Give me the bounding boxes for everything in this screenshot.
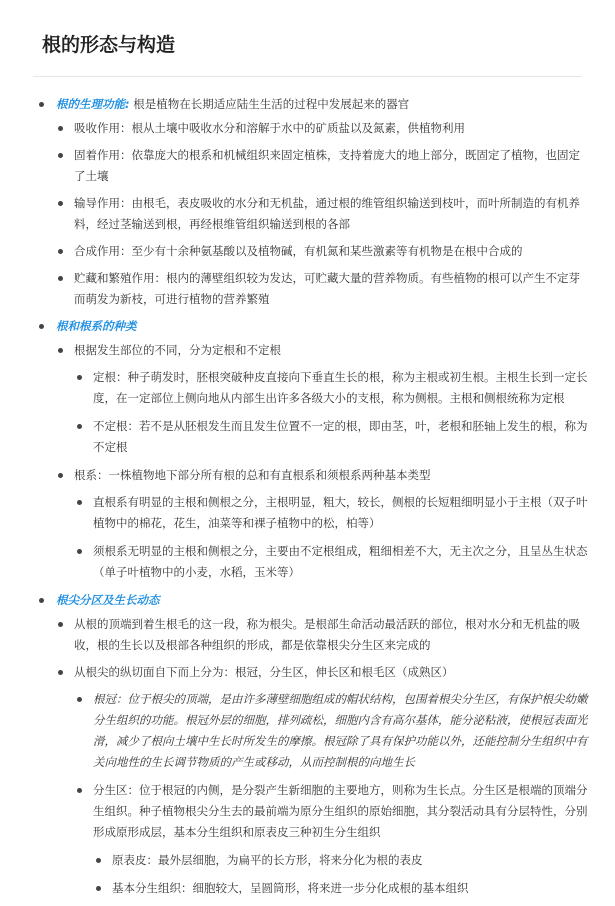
- list-item: 根据发生部位的不同，分为定根和不定根 定根：种子萌发时，胚根突破种皮直接向下垂直生长的根，称为主根或初生根。主根生长到一定长度，在一定部位上侧向地从内部生出许多各级大小的支根，称为侧根。主根和侧根统称为定根 不定根：若不是从胚根发生而且发生位置不一定的根，即由茎，叶，老根和胚轴上发生的根，称为不定根: [56, 340, 590, 458]
- function-list: [56, 118, 590, 310]
- list-item: 定根：种子萌发时，胚根突破种皮直接向下垂直生长的根，称为主根或初生根。主根生长到一定长度，在一定部位上侧向地从内部生出许多各级大小的支根，称为侧根。主根和侧根统称为定根: [74, 367, 590, 409]
- root-tip-list: [56, 614, 590, 899]
- zone-list: [74, 689, 590, 899]
- list-item: 根系：一株植物地下部分所有根的总和有直根系和须根系两种基本类型 直根系有明显的主根和侧根之分，主根明显，粗大，较长，侧根的长短粗细明显小于主根（双子叶植物中的棉花，花生，油菜等和裸子植物中的松，柏等） 须根系无明显的主根和侧根之分，主要由不定根组成，粗细相差不大，无主次之分，且呈丛生状态（单子叶植物中的小麦，水稻，玉米等）: [56, 465, 590, 583]
- root-system-list: [74, 492, 590, 583]
- list-item: 基本分生组织：细胞较大，呈圆筒形，将来进一步分化成根的基本组织: [93, 878, 590, 899]
- list-item: 直根系有明显的主根和侧根之分，主根明显，粗大，较长，侧根的长短粗细明显小于主根（双子叶植物中的棉花，花生，油菜等和裸子植物中的松，柏等）: [74, 492, 590, 534]
- list-item: 从根尖的纵切面自下而上分为：根冠，分生区，伸长区和根毛区（成熟区） 根冠：位于根尖的顶端，是由许多薄壁细胞组成的帽状结构，包围着根尖分生区，有保护根尖幼嫩分生组织的功能。根冠外层的细胞，排列疏松，细胞内含有高尔基体，能分泌粘液，使根冠表面光滑，减少了根向土壤中生长时所发生的摩擦。根冠除了具有保护功能以外，还能控制分生组织中有关向地性的生长调节物质的产生或移动，从而控制根的向地生长 分生区：位于根冠的内侧，是分裂产生新细胞的主要地方，则称为生长点。分生区是根端的顶端分生组织。种子植物根尖分生去的最前端为原分生组织的原始细胞，其分裂活动具有分层特性，分别形成原形成层，基本分生组织和原表皮三种初生分生组织 原表皮：最外层细胞，为扁平的长方形，将来分化为根的表皮 基本分生组织：细胞较大，呈圆筒形，将来进一步分化成根的基本组织: [56, 662, 590, 899]
- outline-level-1: [30, 94, 590, 899]
- page-title: 根的形态与构造: [42, 34, 176, 56]
- section-physiological-functions: [30, 94, 590, 310]
- list-item: 吸收作用：根从土壤中吸收水分和溶解于水中的矿质盐以及氮素，供植物利用: [56, 118, 590, 139]
- section-root-types: [30, 316, 590, 583]
- list-item: 原表皮：最外层细胞，为扁平的长方形，将来分化为根的表皮: [93, 850, 590, 871]
- section-heading: 根和根系的种类: [56, 319, 137, 333]
- list-item: 从根的顶端到着生根毛的这一段，称为根尖。是根部生命活动最活跃的部位，根对水分和无机盐的吸收，根的生长以及根部各种组织的形成，都是依靠根尖分生区来完成的: [56, 614, 590, 656]
- section-text: 根是植物在长期适应陆生生活的过程中发展起来的器官: [133, 97, 410, 111]
- outline: [30, 94, 590, 906]
- meristem-list: [93, 850, 590, 899]
- list-item: 根冠：位于根尖的顶端，是由许多薄壁细胞组成的帽状结构，包围着根尖分生区，有保护根尖幼嫩分生组织的功能。根冠外层的细胞，排列疏松，细胞内含有高尔基体，能分泌粘液，使根冠表面光滑，减少了根向土壤中生长时所发生的摩擦。根冠除了具有保护功能以外，还能控制分生组织中有关向地性的生长调节物质的产生或移动，从而控制根的向地生长: [74, 689, 590, 773]
- list-item: 分生区：位于根冠的内侧，是分裂产生新细胞的主要地方，则称为生长点。分生区是根端的顶端分生组织。种子植物根尖分生去的最前端为原分生组织的原始细胞，其分裂活动具有分层特性，分别形成原形成层，基本分生组织和原表皮三种初生分生组织 原表皮：最外层细胞，为扁平的长方形，将来分化为根的表皮 基本分生组织：细胞较大，呈圆筒形，将来进一步分化成根的基本组织: [74, 780, 590, 899]
- list-item: 不定根：若不是从胚根发生而且发生位置不一定的根，即由茎，叶，老根和胚轴上发生的根，称为不定根: [74, 416, 590, 458]
- root-type-list: [56, 340, 590, 583]
- list-item: 贮藏和繁殖作用：根内的薄壁组织较为发达，可贮藏大量的营养物质。有些植物的根可以产生不定芽而萌发为新枝，可进行植物的营养繁殖: [56, 268, 590, 310]
- list-item: 须根系无明显的主根和侧根之分，主要由不定根组成，粗细相差不大，无主次之分，且呈丛生状态（单子叶植物中的小麦，水稻，玉米等）: [74, 541, 590, 583]
- section-root-tip: [30, 590, 590, 899]
- definite-root-list: [74, 367, 590, 458]
- list-item: 输导作用：由根毛，表皮吸收的水分和无机盐，通过根的维管组织输送到枝叶，而叶所制造的有机养料，经过茎输送到根，再经根维管组织输送到根的各部: [56, 193, 590, 235]
- section-heading: 根的生理功能:: [56, 97, 130, 111]
- title-divider: [33, 76, 582, 77]
- list-item: 固着作用：依靠庞大的根系和机械组织来固定植株，支持着庞大的地上部分，既固定了植物，也固定了土壤: [56, 145, 590, 187]
- section-heading: 根尖分区及生长动态: [56, 593, 160, 607]
- list-item: 合成作用：至少有十余种氨基酸以及植物碱，有机氮和某些激素等有机物是在根中合成的: [56, 241, 590, 262]
